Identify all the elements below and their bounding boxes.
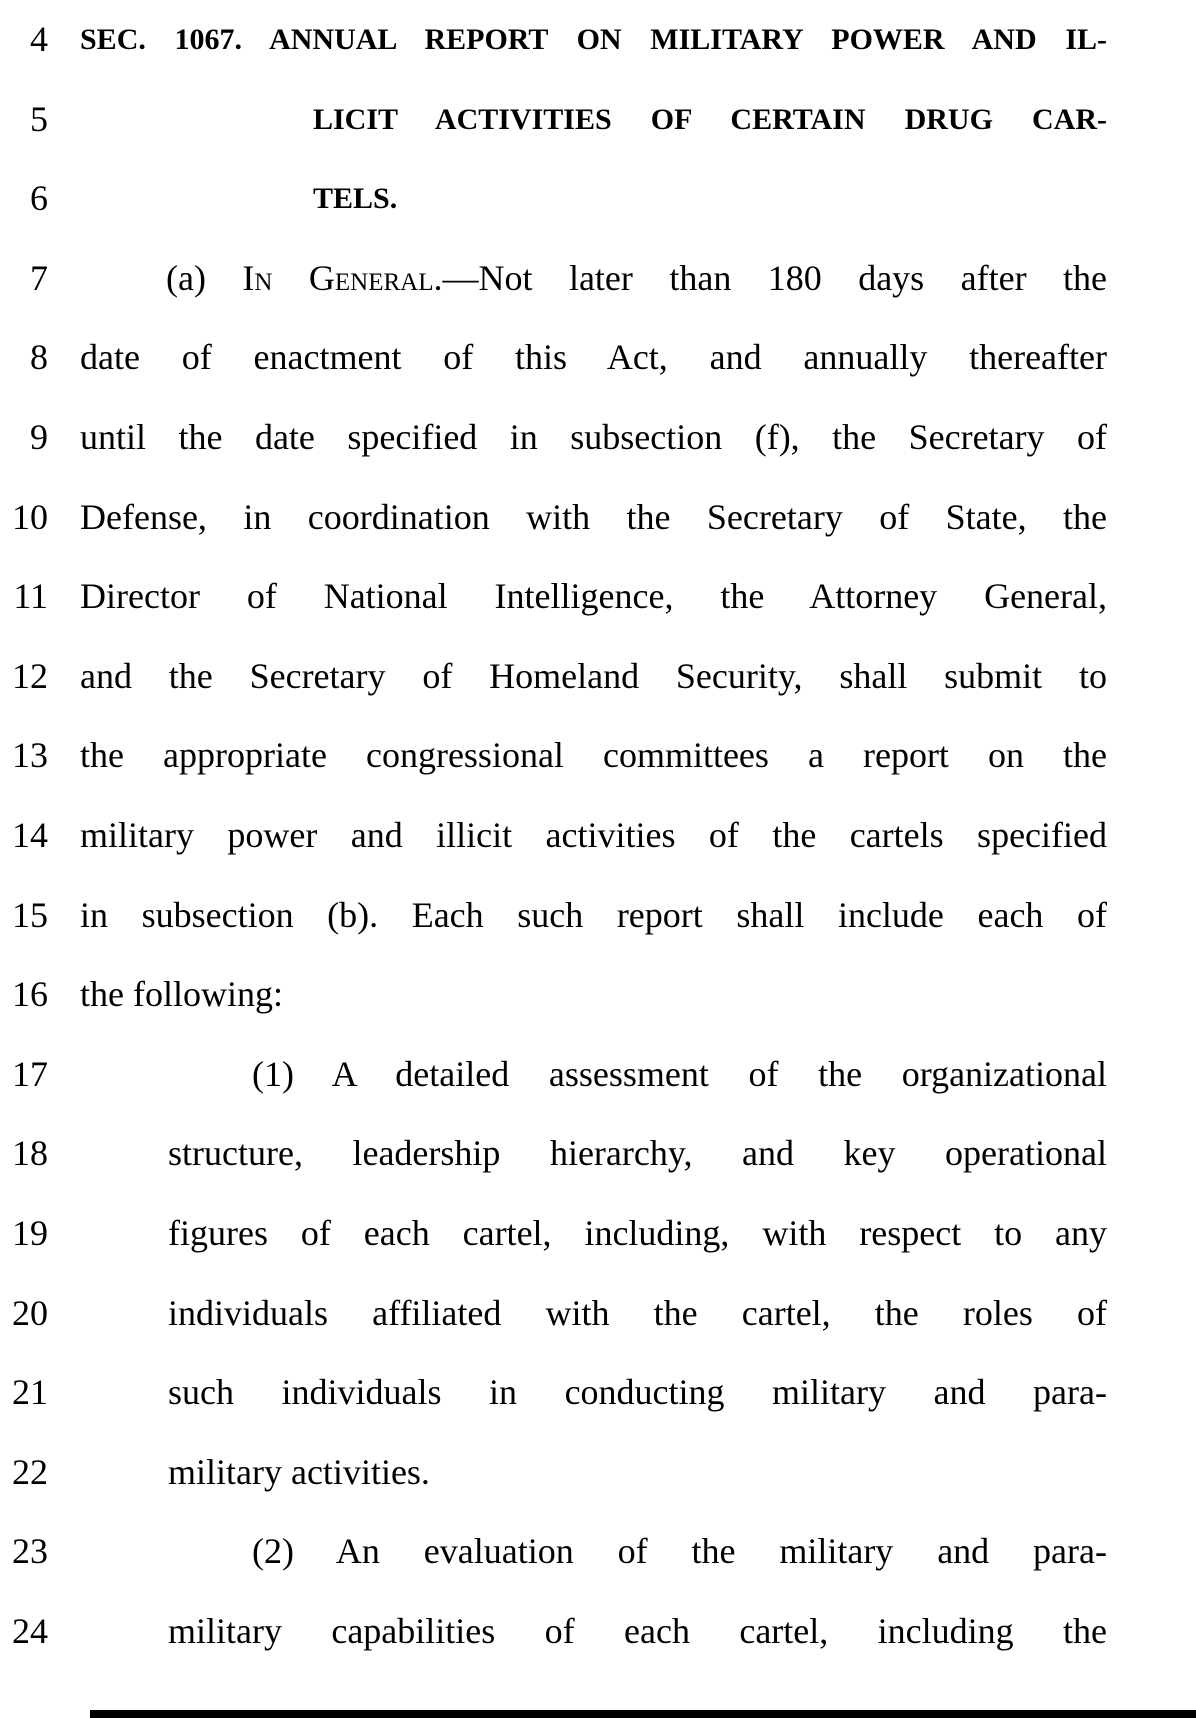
text-line: [0, 1274, 1196, 1354]
text-line: [0, 318, 1196, 398]
line-text: such individuals in conducting military and para-: [168, 1372, 1107, 1413]
line-text: military power and illicit activities of the cartels specified: [80, 814, 1107, 855]
line-text: date of enactment of this Act, and annually thereafter: [80, 337, 1107, 378]
text-line: [0, 0, 1196, 80]
line-text: figures of each cartel, including, with respect to any: [168, 1212, 1107, 1253]
line-number: 22: [12, 1451, 48, 1492]
line-text: (2) An evaluation of the military and para-: [252, 1531, 1107, 1572]
small-caps-phrase: In General: [242, 257, 434, 298]
line-text: Director of National Intelligence, the Attorney General,: [80, 576, 1107, 617]
line-text: SEC. 1067. ANNUAL REPORT ON MILITARY POWER AND IL-: [80, 23, 1107, 56]
text-line: [0, 478, 1196, 558]
line-number: 13: [12, 735, 48, 776]
line-text: in subsection (b). Each such report shall include each of: [80, 894, 1107, 935]
line-number: 14: [12, 814, 48, 855]
line-number: 6: [30, 178, 48, 219]
line-text: and the Secretary of Homeland Security, shall submit to: [80, 655, 1107, 696]
line-number: 12: [12, 655, 48, 696]
text-line: [0, 1114, 1196, 1194]
line-text: military activities.: [168, 1451, 430, 1492]
line-number: 24: [12, 1610, 48, 1651]
text-line: [0, 796, 1196, 876]
line-number: 17: [12, 1053, 48, 1094]
text-line: [0, 80, 1196, 160]
line-text: LICIT ACTIVITIES OF CERTAIN DRUG CAR-: [313, 102, 1107, 136]
text-line: [0, 1592, 1196, 1672]
text-line: [0, 637, 1196, 717]
text-line: [0, 159, 1196, 239]
line-text: [80, 239, 1107, 319]
line-text: structure, leadership hierarchy, and key operational: [168, 1133, 1107, 1174]
line-text: until the date specified in subsection (f), the Secretary of: [80, 416, 1107, 457]
text-line: [0, 239, 1196, 319]
text-line: [0, 1353, 1196, 1433]
line-number: 5: [30, 98, 48, 139]
text-line: [0, 398, 1196, 478]
bottom-edge-bar: [90, 1710, 1196, 1718]
text-line: [0, 876, 1196, 956]
line-text: the following:: [80, 974, 283, 1015]
line-number: 8: [30, 337, 48, 378]
text-line: [0, 557, 1196, 637]
line-text-rest: .—Not later than 180 days after the: [433, 257, 1107, 298]
line-number: 19: [12, 1212, 48, 1253]
line-number: 9: [30, 416, 48, 457]
text-line: [0, 716, 1196, 796]
text-line: [0, 1035, 1196, 1115]
line-text: TELS.: [313, 182, 398, 216]
line-text: military capabilities of each cartel, including the: [168, 1610, 1107, 1651]
text-line: [0, 1433, 1196, 1513]
line-number: 16: [12, 974, 48, 1015]
line-number: 15: [12, 894, 48, 935]
line-number: 21: [12, 1372, 48, 1413]
line-number: 10: [12, 496, 48, 537]
line-text: (1) A detailed assessment of the organizational: [252, 1053, 1107, 1094]
line-number: 7: [30, 257, 48, 298]
line-number: 23: [12, 1531, 48, 1572]
line-number: 18: [12, 1133, 48, 1174]
line-text: individuals affiliated with the cartel, the roles of: [168, 1292, 1107, 1333]
line-number: 4: [30, 19, 48, 59]
line-number: 20: [12, 1292, 48, 1333]
text-line: [0, 955, 1196, 1035]
text-line: [0, 1194, 1196, 1274]
line-number: 11: [13, 576, 48, 617]
line-text-prefix: (a): [166, 257, 243, 298]
text-line: [0, 1512, 1196, 1592]
line-text: Defense, in coordination with the Secretary of State, the: [80, 496, 1107, 537]
line-text: the appropriate congressional committees a report on the: [80, 735, 1107, 776]
